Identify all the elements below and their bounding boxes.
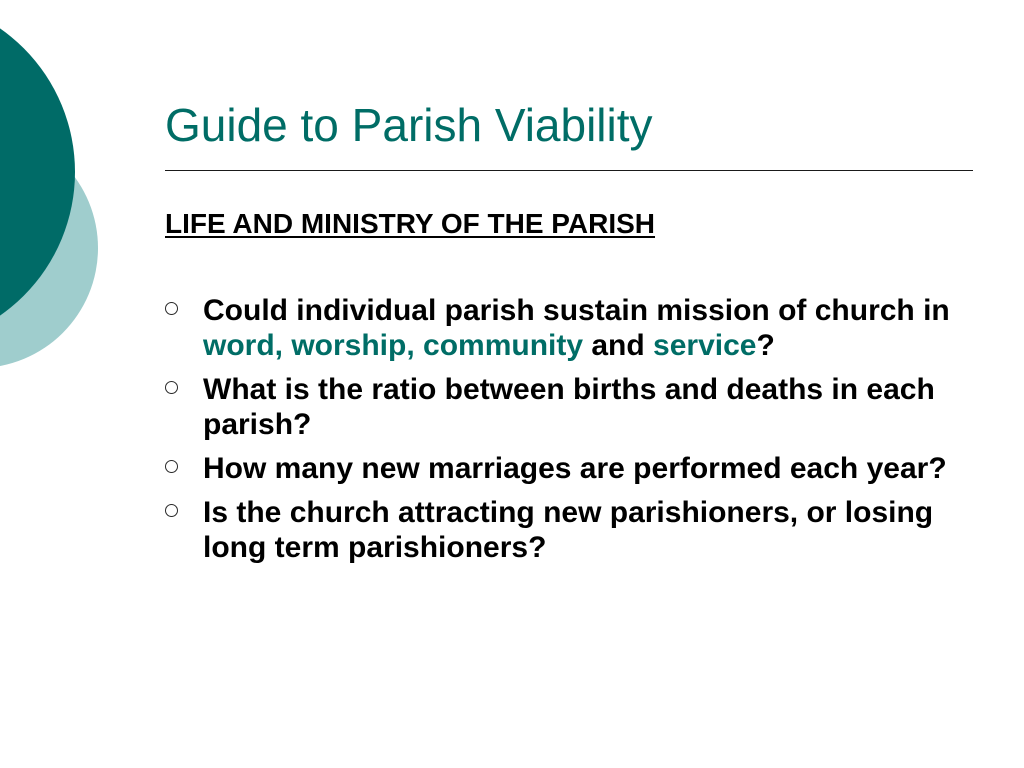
section-heading: LIFE AND MINISTRY OF THE PARISH [165, 208, 656, 239]
bullet-circle-icon [165, 460, 178, 473]
title-divider [165, 170, 973, 171]
bullet-text: How many new marriages are performed each year? [203, 452, 947, 485]
highlight-service: service [653, 329, 757, 362]
bullet-item-1 [165, 293, 965, 363]
bullet-item-2 [165, 372, 965, 442]
bullet-text: Is the church attracting new parishioners, or losing long term parishioners? [203, 496, 934, 564]
bullet-circle-icon [165, 381, 178, 394]
highlight-word-worship-community: word, worship, community [203, 329, 584, 362]
bullet-item-4 [165, 495, 965, 565]
bullet-list [165, 293, 965, 574]
bullet-text: Could individual parish sustain mission of church in [203, 294, 950, 327]
bullet-circle-icon [165, 504, 178, 517]
decorative-circles [0, 0, 110, 420]
bullet-text: What is the ratio between births and deaths in each parish? [203, 373, 935, 441]
bullet-text: and [583, 329, 654, 362]
bullet-item-3 [165, 451, 965, 486]
slide-title: Guide to Parish Viability [165, 99, 653, 151]
bullet-text: ? [756, 329, 775, 362]
bullet-circle-icon [165, 302, 178, 315]
